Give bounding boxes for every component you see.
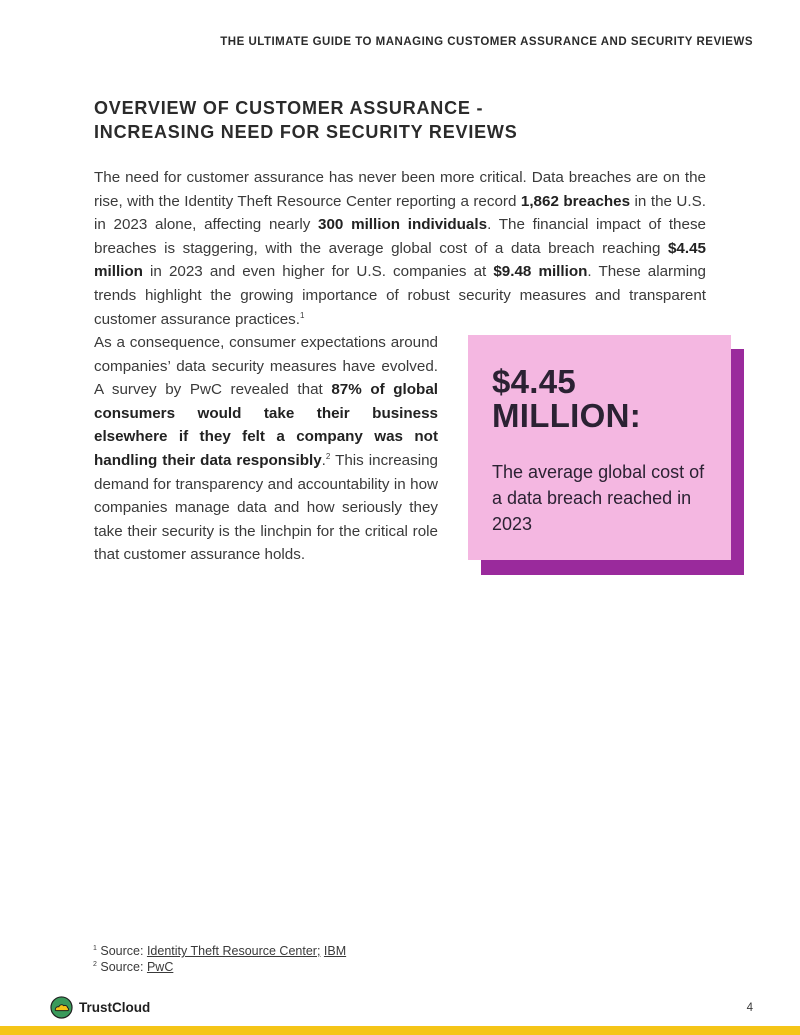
footnote-2-prefix: Source:: [100, 959, 147, 974]
footnote-1-number: 1: [93, 944, 97, 952]
footer-logo: [50, 996, 150, 1019]
intro-text-1: The need for customer assurance has never been more critical. Data breaches are on the rise, with the Identity Theft Resource Center reporting a record: [94, 169, 706, 210]
trustcloud-logo-icon: [50, 996, 73, 1019]
intro-text-3: . The financial impact of these breaches is staggering, with the average global cost of a data breach reaching: [94, 216, 706, 257]
callout-text: The average global cost of a data breach reached in 2023: [492, 462, 705, 534]
logo-name: TrustCloud: [79, 1000, 151, 1015]
footnote-link-pwc[interactable]: PwC: [146, 959, 174, 974]
intro-paragraph: [94, 166, 706, 331]
running-header: THE ULTIMATE GUIDE TO MANAGING CUSTOMER ASSURANCE AND SECURITY REVIEWS: [220, 36, 753, 48]
footnote-link-itrc[interactable]: Identity Theft Resource Center;: [146, 944, 321, 958]
intro-bold-global-cost: $4.45 million: [94, 239, 706, 281]
intro-bold-individuals: 300 million individuals: [318, 216, 488, 234]
callout-figure-line2: MILLION:: [492, 397, 642, 434]
section-title-line1: OVERVIEW OF CUSTOMER ASSURANCE -: [94, 98, 484, 118]
section-title: [94, 96, 564, 144]
footnote-1-prefix: Source:: [100, 944, 147, 958]
intro-text-2: in the U.S. in 2023 alone, affecting nearly: [94, 192, 706, 234]
consequence-text-3: This increasing demand for transparency and accountability in how companies manage data and how seriously they take their security is the linchpin for the critical role that customer assurance holds.: [94, 451, 438, 564]
callout-figure: [492, 365, 707, 433]
intro-text-4: in 2023 and even higher for U.S. companies at: [142, 263, 494, 281]
footer-bar: [0, 1026, 800, 1035]
page-number: 4: [746, 1002, 753, 1014]
intro-text-5: . These alarming trends highlight the growing importance of robust security measures and transparent customer assurance practices.: [94, 263, 706, 328]
footnotes: [93, 944, 346, 975]
section-title-line2: INCREASING NEED FOR SECURITY REVIEWS: [94, 122, 518, 142]
stat-callout: [468, 335, 731, 560]
consequence-text-2: .: [321, 451, 326, 469]
callout-figure-line1: $4.45: [492, 363, 577, 400]
footnote-2-number: 2: [93, 960, 97, 968]
consequence-text-1: As a consequence, consumer expectations around companies’ data security measures have evolved. A survey by PwC revealed that: [94, 334, 438, 399]
consequence-paragraph: [94, 331, 438, 567]
footnote-1: [93, 944, 346, 960]
consequence-bold-survey: 87% of global consumers would take their business elsewhere if they felt a company was not handling their data responsibly: [94, 381, 438, 469]
intro-bold-us-cost: $9.48 million: [493, 263, 588, 281]
footnote-ref-2: 2: [325, 451, 331, 461]
intro-bold-breaches: 1,862 breaches: [520, 192, 631, 210]
footnote-2: [93, 960, 346, 976]
footnote-ref-1: 1: [299, 310, 305, 320]
footnote-link-ibm[interactable]: IBM: [323, 944, 347, 958]
